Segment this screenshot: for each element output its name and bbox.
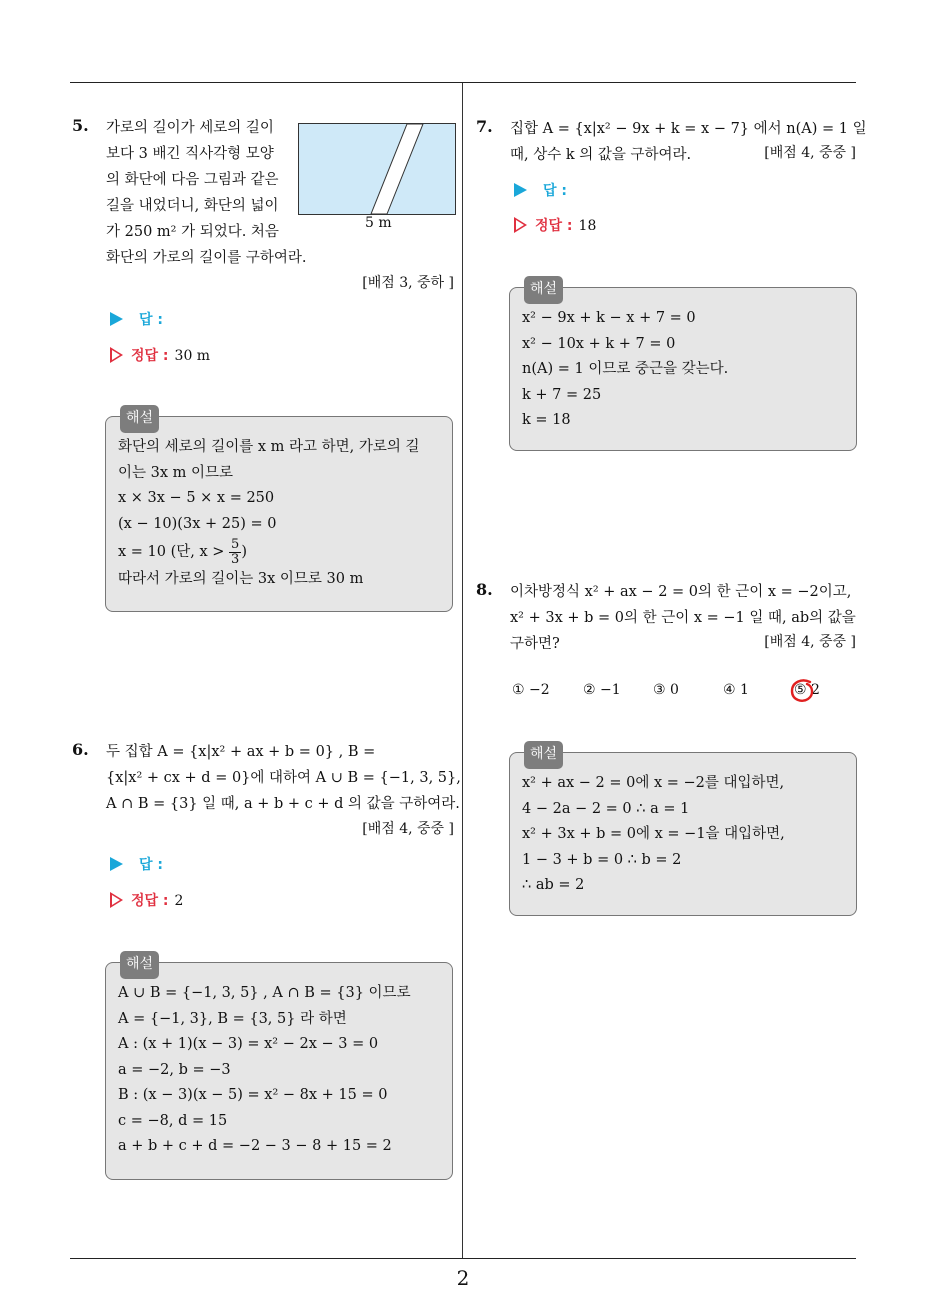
- question-number: 8.: [476, 580, 493, 599]
- explanation-line: B : (x − 3)(x − 5) = x² − 8x + 15 = 0: [118, 1087, 388, 1103]
- explanation-line: [118, 537, 440, 567]
- answer-row: [110, 309, 163, 329]
- explanation-tag: 해설: [120, 951, 159, 979]
- play-triangle-icon: [514, 183, 527, 197]
- garden-figure: [298, 123, 456, 215]
- explanation-line: x² − 9x + k − x + 7 = 0: [522, 310, 696, 326]
- outline-triangle-icon: [110, 892, 123, 908]
- explanation-line: 4 − 2a − 2 = 0 ∴ a = 1: [522, 800, 690, 817]
- path-strip: [371, 124, 423, 214]
- question-line: 화단의 가로의 길이를 구하여라.: [106, 250, 307, 266]
- explanation-line: 따라서 가로의 길이는 3x 이므로 30 m: [118, 571, 364, 587]
- question-number: 5.: [72, 116, 89, 135]
- explanation-line: x² + 3x + b = 0에 x = −1을 대입하면,: [522, 826, 785, 842]
- explanation-line: x² − 10x + k + 7 = 0: [522, 335, 676, 352]
- answer-label: 답 :: [139, 312, 163, 328]
- answer-label: 답 :: [139, 857, 163, 873]
- explanation-tag: 해설: [524, 276, 563, 304]
- explanation-frac-prefix: x = 10 (단, x >: [118, 544, 225, 560]
- explanation-line: 이는 3x m 이므로: [118, 464, 234, 481]
- explanation-line: 화단의 세로의 길이를 x m 라고 하면, 가로의 길: [118, 439, 420, 455]
- question-line: 이차방정식 x² + ax − 2 = 0의 한 근이 x = −2이고,: [510, 584, 852, 600]
- question-line: 가 250 m² 가 되었다. 처음: [106, 224, 279, 240]
- explanation-box: [105, 956, 453, 1180]
- fraction: [229, 538, 241, 567]
- explanation-box: [105, 410, 453, 612]
- explanation-line: x × 3x − 5 × x = 250: [118, 490, 275, 506]
- explanation-line: A ∪ B = {−1, 3, 5} , A ∩ B = {3} 이므로: [118, 985, 411, 1001]
- explanation-line: A = {−1, 3}, B = {3, 5} 라 하면: [118, 1010, 347, 1027]
- choice-2[interactable]: ② −1: [583, 682, 621, 698]
- choice-1[interactable]: ① −2: [512, 682, 550, 698]
- score-label: [배점 4, 중중 ]: [764, 145, 856, 161]
- play-triangle-icon: [110, 857, 123, 871]
- explanation-line: n(A) = 1 이므로 중근을 갖는다.: [522, 361, 729, 377]
- question-number: 6.: [72, 740, 89, 759]
- top-rule: [70, 82, 856, 83]
- explanation-line: 1 − 3 + b = 0 ∴ b = 2: [522, 851, 682, 868]
- question-line: 길을 내었더니, 화단의 넓이: [106, 198, 279, 214]
- explanation-box: [509, 281, 857, 451]
- question-line: 가로의 길이가 세로의 길이: [106, 120, 274, 136]
- correct-label: 정답 :: [131, 348, 169, 364]
- answer-mark-circle-icon: [788, 676, 818, 706]
- score-label: [배점 4, 중중 ]: [362, 821, 454, 837]
- outline-triangle-icon: [514, 217, 527, 233]
- figure-label: 5 m: [365, 215, 392, 231]
- question-line: 구하면?: [510, 636, 560, 652]
- explanation-frac-suffix: ): [241, 544, 247, 560]
- answer-label: 답 :: [543, 183, 567, 199]
- explanation-line: k + 7 = 25: [522, 386, 602, 403]
- explanation-tag: 해설: [120, 405, 159, 433]
- correct-answer-row: [110, 345, 210, 365]
- correct-label: 정답 :: [535, 218, 573, 234]
- column-divider: [462, 83, 463, 1258]
- bottom-rule: [70, 1258, 856, 1259]
- explanation-line: a + b + c + d = −2 − 3 − 8 + 15 = 2: [118, 1138, 392, 1154]
- question-text: [106, 739, 461, 817]
- explanation-line: (x − 10)(3x + 25) = 0: [118, 515, 277, 532]
- correct-value: 18: [578, 218, 597, 234]
- explanation-line: k = 18: [522, 412, 571, 428]
- outline-triangle-icon: [110, 347, 123, 363]
- question-text: [106, 115, 307, 271]
- question-line: 때, 상수 k 의 값을 구하여라.: [510, 147, 692, 163]
- explanation-box: [509, 746, 857, 916]
- explanation-line: a = −2, b = −3: [118, 1061, 231, 1078]
- question-line: 집합 A = {x|x² − 9x + k = x − 7} 에서 n(A) = 1 일: [510, 121, 867, 137]
- choice-list: [512, 682, 852, 708]
- explanation-tag: 해설: [524, 741, 563, 769]
- correct-answer-row: [514, 215, 596, 235]
- choice-4[interactable]: ④ 1: [723, 682, 749, 698]
- score-label: [배점 4, 중중 ]: [764, 634, 856, 650]
- correct-value: 2: [174, 893, 184, 909]
- answer-row: [514, 180, 567, 200]
- explanation-line: c = −8, d = 15: [118, 1112, 228, 1129]
- question-line: 두 집합 A = {x|x² + ax + b = 0} , B =: [106, 744, 376, 760]
- explanation-line: ∴ ab = 2: [522, 877, 585, 893]
- question-line: x² + 3x + b = 0의 한 근이 x = −1 일 때, ab의 값을: [510, 610, 856, 626]
- score-label: [배점 3, 중하 ]: [362, 275, 454, 291]
- question-line: 보다 3 배긴 직사각형 모양: [106, 146, 274, 162]
- choice-5[interactable]: ⑤ 2: [794, 682, 820, 698]
- correct-answer-row: [110, 890, 183, 910]
- fraction-numerator: 5: [231, 536, 240, 552]
- fraction-denominator: 3: [231, 551, 240, 567]
- play-triangle-icon: [110, 312, 123, 326]
- explanation-line: x² + ax − 2 = 0에 x = −2를 대입하면,: [522, 775, 785, 791]
- question-line: {x|x² + cx + d = 0}에 대하여 A ∪ B = {−1, 3, 5},: [106, 770, 461, 786]
- page-number: 2: [456, 1266, 470, 1290]
- explanation-line: A : (x + 1)(x − 3) = x² − 2x − 3 = 0: [118, 1036, 379, 1052]
- correct-value: 30 m: [174, 348, 211, 364]
- choice-3[interactable]: ③ 0: [653, 682, 679, 698]
- answer-row: [110, 854, 163, 874]
- correct-label: 정답 :: [131, 893, 169, 909]
- question-number: 7.: [476, 117, 493, 136]
- question-line: A ∩ B = {3} 일 때, a + b + c + d 의 값을 구하여라.: [106, 796, 460, 812]
- question-line: 의 화단에 다음 그림과 같은: [106, 172, 279, 188]
